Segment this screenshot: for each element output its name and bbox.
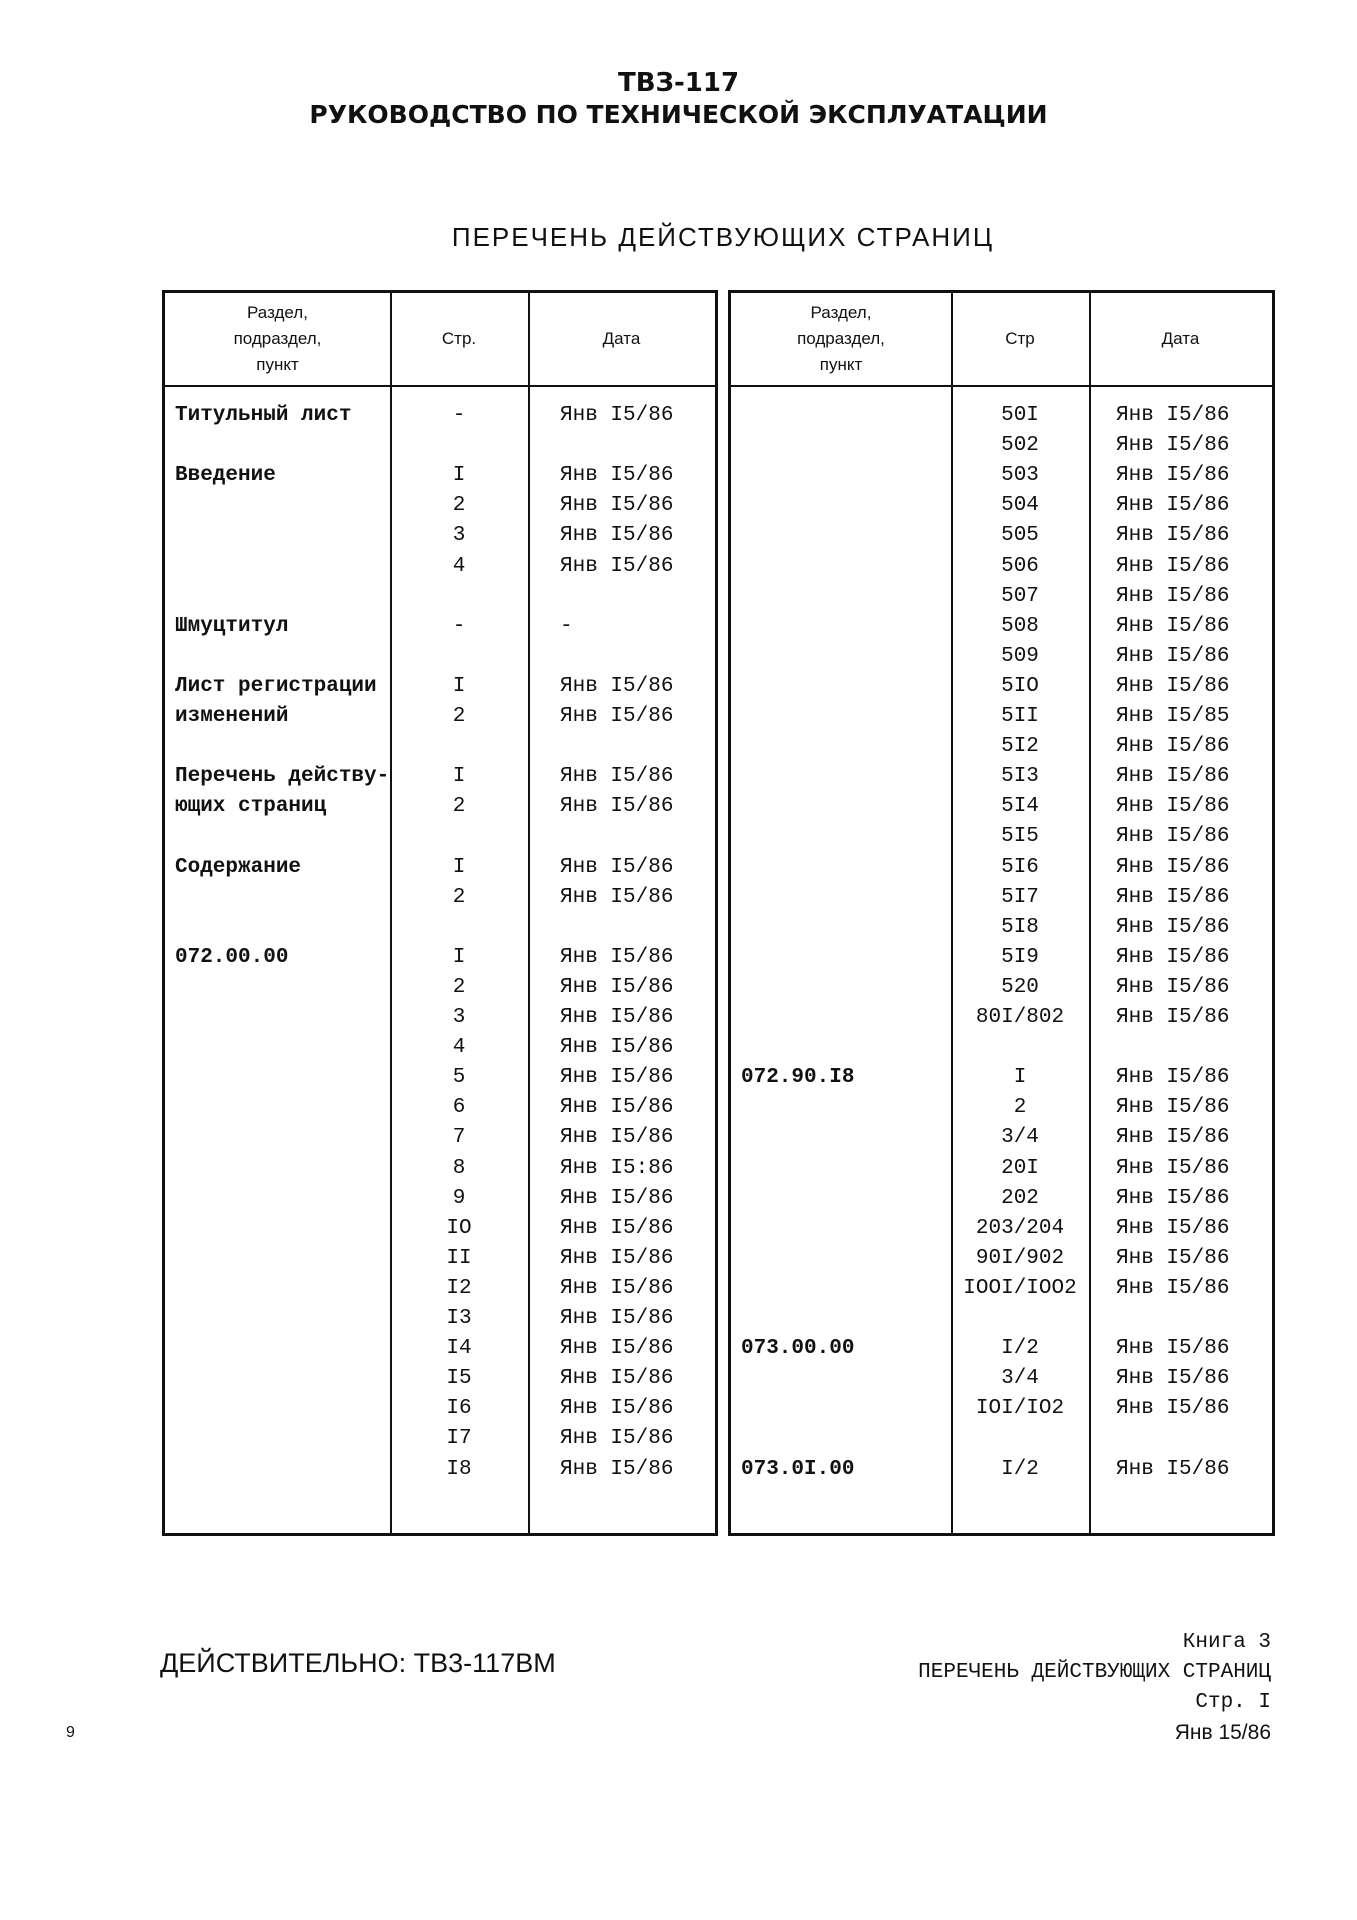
- row-date: Янв I5/86: [1116, 735, 1230, 759]
- row-page: 5: [452, 1066, 466, 1090]
- footer-block: [918, 1628, 1271, 1748]
- row-date: Янв I5/86: [1116, 1126, 1230, 1150]
- row-date: Янв I5/86: [1116, 1096, 1230, 1120]
- row-page: I3: [446, 1307, 472, 1330]
- header-section-line: Раздел,: [247, 303, 308, 322]
- header-date: Дата: [1161, 329, 1200, 348]
- document-id: ТВЗ-117: [617, 68, 740, 98]
- row-date: Янв I5/86: [1116, 404, 1230, 427]
- footer-section: ПЕРЕЧЕНЬ ДЕЙСТВУЮЩИХ СТРАНИЦ: [918, 1661, 1271, 1684]
- row-section: 073.00.00: [741, 1337, 855, 1361]
- row-page: 506: [1001, 554, 1039, 578]
- row-page: 5I2: [1001, 735, 1039, 759]
- row-date: Янв I5/85: [1116, 705, 1230, 728]
- row-page: 90I/902: [975, 1246, 1065, 1270]
- row-date: -: [560, 614, 573, 638]
- row-page: 5I5: [1001, 825, 1039, 849]
- row-date: Янв I5/86: [560, 975, 674, 999]
- row-page: 202: [1001, 1186, 1039, 1210]
- row-section: Перечень действу-: [175, 765, 390, 789]
- row-date: Янв I5/86: [560, 1307, 674, 1330]
- row-page: I5: [446, 1367, 472, 1391]
- row-page: I: [452, 945, 466, 969]
- row-page: 9: [452, 1186, 466, 1210]
- row-date: Янв I5/86: [1116, 855, 1230, 879]
- header-section-line: пункт: [819, 355, 863, 374]
- row-date: Янв I5/86: [560, 705, 674, 728]
- row-date: Янв I5/86: [560, 885, 674, 909]
- header-section: [731, 293, 951, 385]
- row-date: Янв I5/86: [560, 1427, 674, 1451]
- row-date: Янв I5/86: [560, 494, 674, 518]
- row-page: 203/204: [975, 1216, 1065, 1240]
- row-page: I: [452, 855, 466, 879]
- row-date: Янв I5/86: [560, 1276, 674, 1300]
- row-page: I8: [446, 1457, 472, 1481]
- row-date: Янв I5/86: [560, 464, 674, 488]
- row-date: Янв I5/86: [560, 1457, 674, 1481]
- row-section: ющих страниц: [175, 795, 327, 819]
- column-divider: [528, 293, 530, 1533]
- row-date: Янв I5/86: [560, 795, 674, 819]
- row-date: Янв I5/86: [560, 945, 674, 969]
- page-number: 9: [66, 1724, 75, 1741]
- row-section: изменений: [175, 705, 289, 728]
- row-page: I/2: [1001, 1337, 1039, 1361]
- row-page: 520: [1001, 975, 1039, 999]
- header-section-line: Раздел,: [810, 303, 872, 322]
- header-section-line: подраздел,: [233, 329, 322, 348]
- row-section: Шмуцтитул: [175, 614, 289, 638]
- row-page: 2: [452, 494, 466, 518]
- row-page: -: [452, 614, 466, 638]
- row-date: Янв I5/86: [560, 1006, 674, 1029]
- header-page: Стр.: [441, 329, 477, 348]
- row-page: 3/4: [1001, 1126, 1039, 1150]
- row-date: Янв I5/86: [560, 674, 674, 698]
- row-page: 5I7: [1001, 885, 1039, 909]
- row-page: I2: [446, 1276, 472, 1300]
- row-date: Янв I5/86: [1116, 554, 1230, 578]
- row-page: 5IO: [1001, 674, 1039, 698]
- row-page: 5I8: [1001, 915, 1039, 939]
- page-title: ПЕРЕЧЕНЬ ДЕЙСТВУЮЩИХ СТРАНИЦ: [451, 222, 995, 252]
- row-page: 8: [452, 1156, 466, 1180]
- row-page: 5I6: [1001, 855, 1039, 879]
- row-page: 2: [452, 885, 466, 909]
- header-section: [165, 293, 390, 385]
- row-page: 5I3: [1001, 765, 1039, 789]
- row-page: 505: [1001, 524, 1039, 548]
- row-date: Янв I5/86: [560, 1036, 674, 1060]
- row-page: 3: [452, 524, 466, 548]
- row-date: Янв I5/86: [560, 1367, 674, 1391]
- row-page: 5II: [1001, 705, 1039, 728]
- row-page: 80I/802: [975, 1006, 1065, 1029]
- row-date: Янв I5/86: [560, 554, 674, 578]
- row-page: 6: [452, 1096, 466, 1120]
- row-page: IOI/IO2: [975, 1397, 1065, 1421]
- row-page: 2: [452, 795, 466, 819]
- row-date: Янв I5/86: [560, 1066, 674, 1090]
- row-section: Введение: [175, 464, 276, 488]
- row-date: Янв I5/86: [1116, 1397, 1230, 1421]
- row-page: I/2: [1001, 1457, 1039, 1481]
- header-divider: [731, 385, 1272, 387]
- row-page: 503: [1001, 464, 1039, 488]
- row-date: Янв I5/86: [560, 1397, 674, 1421]
- row-section: 073.0I.00: [741, 1457, 855, 1481]
- row-date: Янв I5/86: [1116, 494, 1230, 518]
- row-page: 502: [1001, 434, 1039, 458]
- row-page: I: [452, 464, 466, 488]
- row-section: 072.90.I8: [741, 1066, 855, 1090]
- row-page: -: [452, 404, 466, 427]
- row-page: IO: [446, 1216, 472, 1240]
- row-date: Янв I5:86: [560, 1156, 674, 1180]
- row-date: Янв I5/86: [1116, 1216, 1230, 1240]
- row-date: Янв I5/86: [1116, 1276, 1230, 1300]
- row-page: I4: [446, 1337, 472, 1361]
- header-date: Дата: [602, 329, 641, 348]
- row-date: Янв I5/86: [1116, 825, 1230, 849]
- row-date: Янв I5/86: [1116, 524, 1230, 548]
- row-page: 5I4: [1001, 795, 1039, 819]
- row-date: Янв I5/86: [1116, 584, 1230, 608]
- row-page: II: [446, 1246, 472, 1270]
- row-page: I: [1013, 1066, 1027, 1090]
- row-date: Янв I5/86: [1116, 795, 1230, 819]
- row-section: Содержание: [175, 855, 302, 879]
- row-page: 5I9: [1001, 945, 1039, 969]
- row-page: I6: [446, 1397, 472, 1421]
- row-date: Янв I5/86: [1116, 945, 1230, 969]
- row-page: 4: [452, 554, 466, 578]
- row-page: 509: [1001, 644, 1039, 668]
- row-page: 4: [452, 1036, 466, 1060]
- header-divider: [165, 385, 715, 387]
- row-page: I: [452, 765, 466, 789]
- row-date: Янв I5/86: [560, 404, 674, 427]
- row-date: Янв I5/86: [560, 1216, 674, 1240]
- row-date: Янв I5/86: [560, 1126, 674, 1150]
- row-date: Янв I5/86: [1116, 464, 1230, 488]
- row-date: Янв I5/86: [1116, 614, 1230, 638]
- footer-date: Янв 15/86: [1174, 1721, 1271, 1744]
- row-page: 504: [1001, 494, 1039, 518]
- header-page: Стр: [1005, 329, 1035, 348]
- row-date: Янв I5/86: [1116, 915, 1230, 939]
- row-date: Янв I5/86: [1116, 1246, 1230, 1270]
- row-date: Янв I5/86: [1116, 885, 1230, 909]
- footer-page: Стр. I: [1195, 1691, 1271, 1714]
- left-page-list-table: [162, 290, 718, 1536]
- row-page: 2: [452, 975, 466, 999]
- row-page: I: [452, 674, 466, 698]
- row-date: Янв I5/86: [1116, 1156, 1230, 1180]
- row-date: Янв I5/86: [560, 1337, 674, 1361]
- row-page: 508: [1001, 614, 1039, 638]
- row-page: 3/4: [1001, 1367, 1039, 1391]
- row-page: 3: [452, 1006, 466, 1029]
- footer-book: Книга 3: [1182, 1631, 1271, 1654]
- row-date: Янв I5/86: [1116, 1367, 1230, 1391]
- header-section-line: пункт: [256, 355, 299, 374]
- row-date: Янв I5/86: [1116, 1066, 1230, 1090]
- row-date: Янв I5/86: [560, 765, 674, 789]
- row-page: IOOI/IOO2: [963, 1276, 1077, 1300]
- row-page: 20I: [1001, 1156, 1039, 1180]
- row-section: 072.00.00: [175, 945, 289, 969]
- row-date: Янв I5/86: [560, 1096, 674, 1120]
- row-date: Янв I5/86: [1116, 1457, 1230, 1481]
- row-section: Лист регистрации: [175, 674, 377, 698]
- row-date: Янв I5/86: [1116, 434, 1230, 458]
- manual-title: РУКОВОДСТВО ПО ТЕХНИЧЕСКОЙ ЭКСПЛУАТАЦИИ: [309, 100, 1048, 129]
- row-date: Янв I5/86: [1116, 1186, 1230, 1210]
- row-section: Титульный лист: [175, 404, 352, 427]
- row-date: Янв I5/86: [560, 524, 674, 548]
- row-page: 2: [452, 705, 466, 728]
- row-date: Янв I5/86: [1116, 975, 1230, 999]
- column-divider: [1089, 293, 1091, 1533]
- row-page: I7: [446, 1427, 472, 1451]
- row-date: Янв I5/86: [1116, 1006, 1230, 1029]
- row-page: 7: [452, 1126, 466, 1150]
- header-section-line: подраздел,: [797, 329, 885, 348]
- row-date: Янв I5/86: [560, 855, 674, 879]
- row-date: Янв I5/86: [1116, 1337, 1230, 1361]
- row-date: Янв I5/86: [1116, 674, 1230, 698]
- row-page: 50I: [1001, 404, 1039, 427]
- row-date: Янв I5/86: [1116, 644, 1230, 668]
- right-page-list-table: [728, 290, 1275, 1536]
- row-date: Янв I5/86: [560, 1186, 674, 1210]
- row-date: Янв I5/86: [560, 1246, 674, 1270]
- row-page: 2: [1013, 1096, 1027, 1120]
- row-date: Янв I5/86: [1116, 765, 1230, 789]
- validity-note: ДЕЙСТВИТЕЛЬНО: ТВ3-117ВМ: [160, 1648, 556, 1678]
- row-page: 507: [1001, 584, 1039, 608]
